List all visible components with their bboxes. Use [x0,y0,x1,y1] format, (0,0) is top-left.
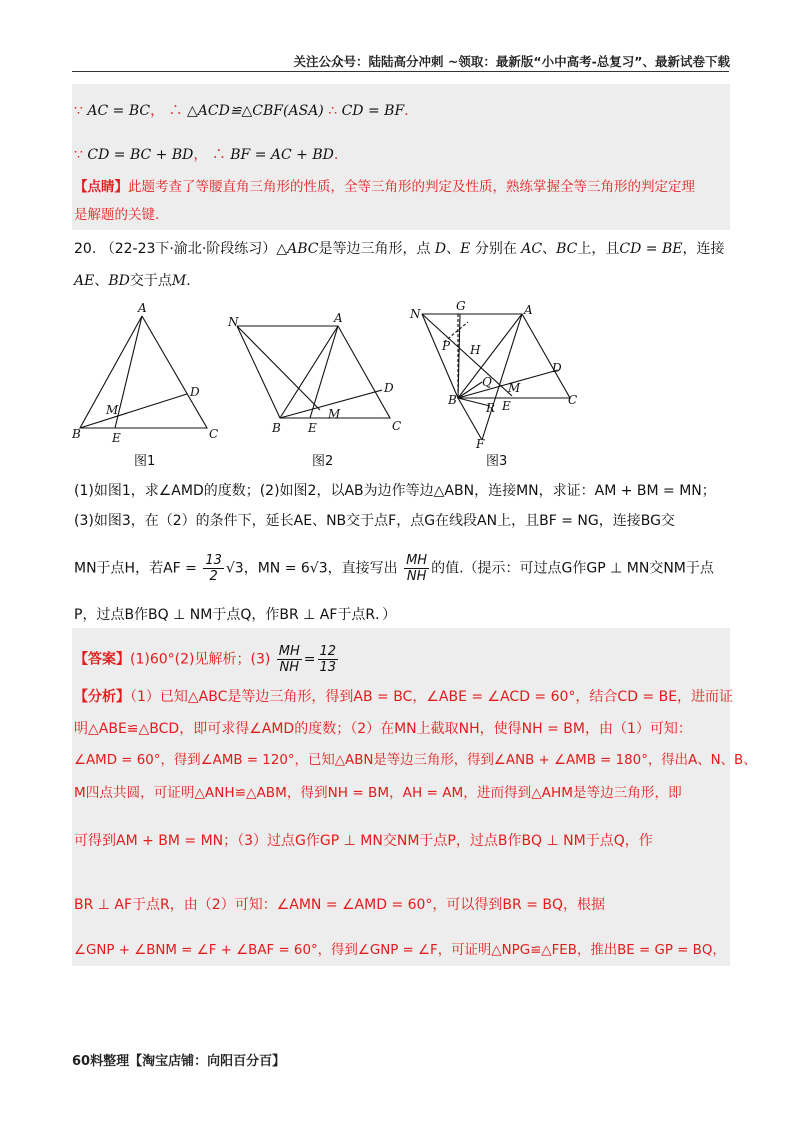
equation: CD = BC + BD [87,147,194,163]
fig2-label-B: B [272,421,281,435]
header-rule [72,71,729,72]
period: . [333,147,339,163]
equals-sign: = [303,651,316,668]
fig3-label-N: N [410,307,421,321]
fig1-label-E: E [112,431,121,445]
fig2-label-C: C [392,419,402,433]
problem-text: 、 [446,241,461,257]
separator: ， [150,103,165,119]
answer-fraction-left [277,644,302,675]
math-text: CD = BE [619,241,683,257]
problem-text: 是等边三角形，点 [318,241,431,257]
question-text: MN于点H，若AF = [74,560,197,577]
because-symbol: ∵ [74,147,83,163]
question-text: √3，MN = 6√3，直接写出 [225,560,398,577]
problem-text: 分别在 [474,241,517,257]
figure-3-caption: 图3 [486,454,508,469]
equation: BF = AC + BD [230,147,334,163]
fig3-label-C: C [568,393,578,407]
answer-line [74,644,340,675]
fig3-label-H: H [470,343,481,357]
fig3-label-P: P [442,339,451,353]
numerator: MH [406,553,428,568]
math-text: AE [74,273,95,289]
fig3-label-F: F [476,437,485,451]
question-3-line-2 [74,553,714,584]
fig2-label-E: E [308,421,317,435]
solution-line-1 [74,100,409,122]
analysis-line-6: BR ⊥ AF于点R，由（2）可知：∠AMN = ∠AMD = 60°，可以得到BR = BQ，根据 [74,897,606,913]
therefore-symbol: ∴ [328,103,338,119]
math-text: BD [108,273,130,289]
math-text: M [171,273,187,289]
answer-text: (1)60°(2)见解析；(3) [130,651,271,668]
problem-text: 、 [94,273,109,289]
problem-text: 上，且 [577,241,620,257]
problem-text: ，连接 [682,241,725,257]
figure-3-diagram [422,314,570,440]
fig3-label-M: M [508,381,521,395]
answer-tag: 【答案】 [74,651,130,668]
figure-1-caption: 图1 [134,454,156,469]
fig3-label-R: R [486,401,496,415]
fig3-label-D: D [552,361,562,375]
analysis-line-7: ∠GNP + ∠BNM = ∠F + ∠BAF = 60°，得到∠GNP = ∠F，可证明△NPG≌△FEB，推出BE = GP = BQ， [74,943,726,958]
solution-line-2 [74,144,338,166]
comment-text: 此题考查了等腰直角三角形的性质，全等三角形的判定及性质，熟练掌握全等三角形的判定定理 [128,179,695,195]
fig3-label-E: E [502,399,511,413]
numerator: 12 [319,644,337,659]
therefore-symbol: ∴ [168,103,183,119]
equation: CD = BF [341,103,405,119]
answer-fraction-right [318,644,339,675]
denominator: NH [406,569,427,584]
comment-tag: 【点睛】 [74,179,128,195]
analysis-line-1 [74,686,733,708]
equation: AC = BC [87,103,151,119]
math-text: BC [556,241,578,257]
geometry-figures [72,300,592,470]
fig1-label-A: A [138,301,147,315]
fig1-label-B: B [72,427,81,441]
math-text: E [460,241,471,257]
figure-2-diagram [237,326,390,418]
numerator: MH [278,644,300,659]
problem-line-1 [74,238,724,260]
comment-line-1 [74,176,695,198]
numerator: 13 [205,553,222,568]
fraction-mh-nh [404,553,429,584]
math-text: △ABC [276,241,319,257]
analysis-tag: 【分析】 [74,689,130,705]
comment-line-2: 是解题的关键. [74,207,160,223]
analysis-line-4: M四点共圆，可证明△ANH≌△ABM，得到NH = BM，AH = AM，进而得到△AHM是等边三角形，即 [74,785,682,801]
fig3-label-B: B [448,393,457,407]
question-3-line-1: (3)如图3，在（2）的条件下，延长AE、NB交于点F，点G在线段AN上，且BF = NG，连接BG交 [74,513,675,529]
analysis-text: （1）已知△ABC是等边三角形，得到AB = BC，∠ABE = ∠ACD = 60°，结合CD = BE，进而证 [130,689,734,705]
separator: ， [193,147,208,163]
denominator: 2 [209,569,218,584]
question-3-line-3: P，过点B作BQ ⊥ NM于点Q，作BR ⊥ AF于点R．） [74,607,397,623]
fig2-label-N: N [228,315,239,329]
math-text: AC [521,241,543,257]
problem-number: 20. [74,241,97,257]
analysis-line-5: 可得到AM + BM = MN；（3）过点G作GP ⊥ MN交NM于点P，过点B作BQ ⊥ NM于点Q，作 [74,833,653,849]
problem-text: 交于点 [129,273,172,289]
problem-text: . [186,273,191,289]
question-1-2: (1)如图1，求∠AMD的度数；(2)如图2，以AB为边作等边△ABN，连接MN，求证：AM + BM = MN； [74,483,716,499]
analysis-line-3: ∠AMD = 60°，得到∠AMB = 120°，已知△ABN是等边三角形，得到∠ANB + ∠AMB = 180°，得出A、N、B、 [74,753,757,768]
denominator: 13 [319,660,337,675]
problem-text: 、 [542,241,557,257]
question-text: 的值.（提示：可过点G作GP ⊥ MN交NM于点 [431,560,714,577]
fig3-label-G: G [456,300,466,313]
math-text: D [434,241,447,257]
page-footer: 60料整理【淘宝店铺：向阳百分百】 [72,1054,286,1069]
therefore-symbol: ∴ [211,147,226,163]
fig3-label-Q: Q [482,375,492,389]
fig1-label-D: D [190,385,200,399]
fig1-label-C: C [209,427,219,441]
fraction-13-2 [203,553,224,584]
figure-2-caption: 图2 [312,454,334,469]
problem-source: （22-23下·渝北·阶段练习） [100,241,277,257]
fig2-label-M: M [328,407,341,421]
fig1-label-M: M [106,403,119,417]
fig3-label-A: A [524,303,533,317]
analysis-line-2: 明△ABE≌△BCD，即可求得∠AMD的度数；（2）在MN上截取NH，使得NH = BM，由（1）可知： [74,721,692,737]
denominator: NH [279,660,300,675]
congruence-statement: △ACD≌△CBF(ASA) [187,103,324,119]
period: . [404,103,409,119]
figure-1-diagram [80,316,207,428]
fig2-label-D: D [384,381,394,395]
page-header: 关注公众号：陆陆高分冲刺 ~领取：最新版“小中高考-总复习”、最新试卷下载 [293,54,730,69]
problem-line-2 [74,270,191,292]
fig2-label-A: A [334,311,343,325]
because-symbol: ∵ [74,103,83,119]
